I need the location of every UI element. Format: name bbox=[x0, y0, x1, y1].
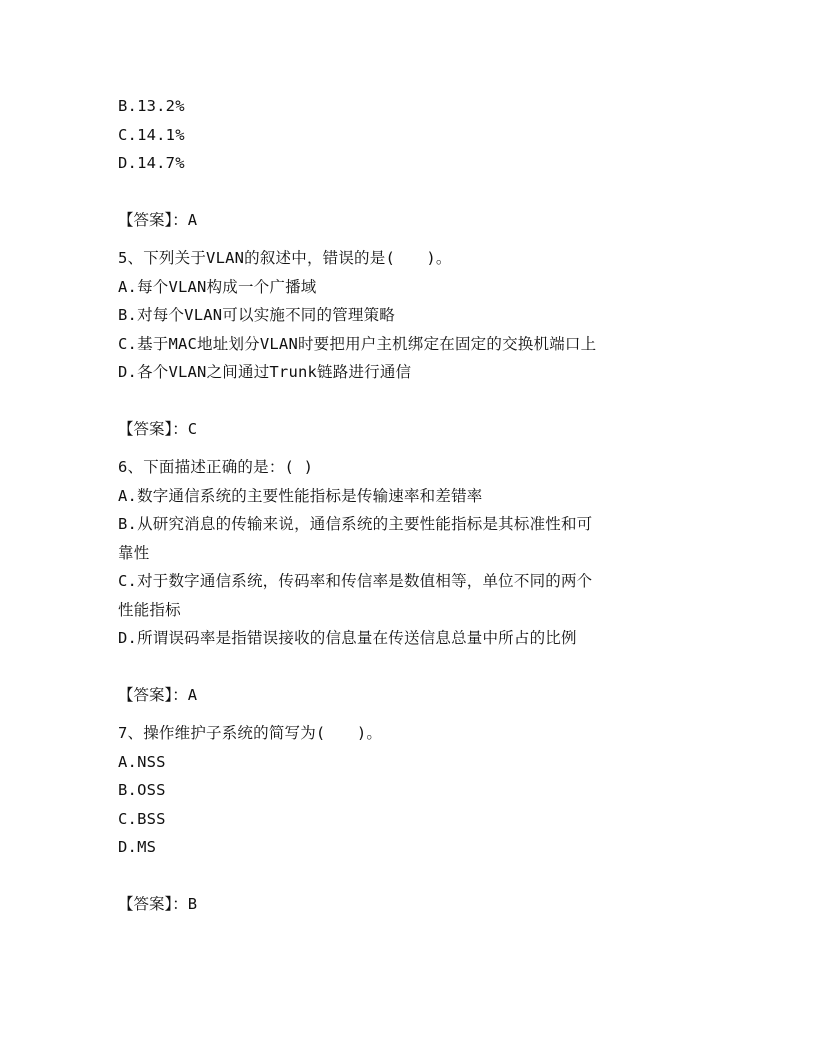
answer-value: B bbox=[187, 894, 198, 913]
answer-value: A bbox=[187, 210, 198, 229]
answer-line bbox=[118, 206, 708, 235]
option-b: B.从研究消息的传输来说，通信系统的主要性能指标是其标准性和可 bbox=[118, 515, 593, 533]
question-stem: 5、下列关于VLAN的叙述中，错误的是( )。 bbox=[118, 249, 452, 267]
answer-value: A bbox=[187, 685, 198, 704]
option-d: D.所谓误码率是指错误接收的信息量在传送信息总量中所占的比例 bbox=[118, 629, 577, 647]
answer-label: 【答案】： bbox=[118, 685, 188, 704]
question-6 bbox=[118, 453, 708, 709]
answer-label: 【答案】： bbox=[118, 894, 188, 913]
question-5 bbox=[118, 244, 708, 443]
option-d: D.14.7% bbox=[118, 154, 185, 172]
answer-line bbox=[118, 415, 708, 444]
question-stem: 6、下面描述正确的是：( ) bbox=[118, 458, 314, 476]
option-b: B.13.2% bbox=[118, 97, 185, 115]
option-a: A.数字通信系统的主要性能指标是传输速率和差错率 bbox=[118, 486, 483, 505]
option-a: A.NSS bbox=[118, 752, 166, 771]
option-c-cont: 性能指标 bbox=[118, 600, 181, 619]
option-c: C.14.1% bbox=[118, 125, 185, 144]
answer-line bbox=[118, 890, 708, 919]
option-c: C.基于MAC地址划分VLAN时要把用户主机绑定在固定的交换机端口上 bbox=[118, 334, 597, 353]
option-b: B.对每个VLAN可以实施不同的管理策略 bbox=[118, 306, 395, 324]
option-b-cont: 靠性 bbox=[118, 543, 150, 562]
answer-label: 【答案】： bbox=[118, 210, 188, 229]
answer-label: 【答案】： bbox=[118, 419, 188, 438]
option-d: D.MS bbox=[118, 838, 157, 856]
answer-value: C bbox=[187, 419, 198, 438]
document-page bbox=[118, 92, 708, 918]
option-d: D.各个VLAN之间通过Trunk链路进行通信 bbox=[118, 363, 412, 381]
option-c: C.BSS bbox=[118, 809, 166, 828]
option-b: B.OSS bbox=[118, 781, 166, 799]
option-c: C.对于数字通信系统，传码率和传信率是数值相等，单位不同的两个 bbox=[118, 572, 593, 590]
option-a: A.每个VLAN构成一个广播域 bbox=[118, 277, 317, 296]
answer-line bbox=[118, 681, 708, 710]
prev-question bbox=[118, 92, 708, 234]
question-7 bbox=[118, 719, 708, 918]
question-stem: 7、操作维护子系统的简写为( )。 bbox=[118, 724, 383, 742]
